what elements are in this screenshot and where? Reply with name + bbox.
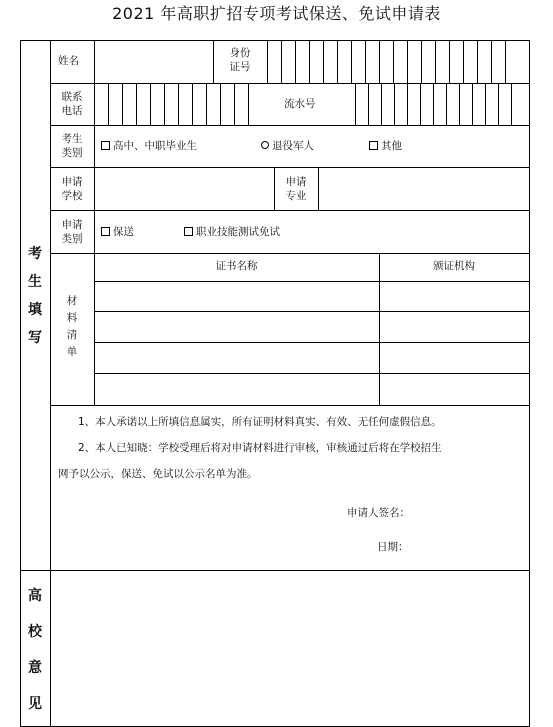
declaration-line-3: 网予以公示，保送、免试以公示名单为准。 [58,468,258,480]
declaration-line-1: 1、本人承诺以上所填信息属实，所有证明材料真实、有效、无任何虚假信息。 [78,416,442,428]
applicant-category-label: 考生 类别 [61,133,83,159]
checkbox-icon[interactable] [369,141,378,150]
checkbox-icon[interactable] [101,141,110,150]
application-form-table [20,40,530,727]
declaration-line-2: 2、本人已知晓：学校受理后将对申请材料进行审核，审核通过后将在学校招生 [78,442,442,454]
option-graduate[interactable]: 高中、中职毕业生 [101,140,197,153]
serial-number-label: 流水号 [284,98,316,110]
applied-major-label: 申请 专业 [285,176,307,202]
materials-list-label: 材 料 清 单 [66,295,78,358]
option-skills-test-exemption[interactable]: 职业技能测试免试 [184,226,280,239]
checkbox-icon[interactable] [101,227,110,236]
option-other[interactable]: 其他 [369,140,402,153]
option-recommendation[interactable]: 保送 [101,226,134,239]
signature-label: 申请人签名： [347,507,410,519]
phone-label: 联系 电话 [61,91,83,117]
option-veteran[interactable]: 退役军人 [261,140,314,153]
section-label-applicant: 考 生 填 写 [28,246,42,346]
name-label: 姓名 [58,55,79,67]
applied-school-label: 申请 学校 [61,176,83,202]
date-label: 日期： [377,541,409,553]
id-number-label: 身份 证号 [229,47,251,73]
section-label-school-opinion: 高 校 意 见 [28,588,42,712]
issuing-authority-header: 颁证机构 [433,260,475,272]
form-title: 2021 年高职扩招专项考试保送、免试申请表 [112,4,441,23]
declaration-text [58,409,524,487]
radio-selected-icon[interactable] [261,141,269,149]
certificate-name-header: 证书名称 [215,260,258,272]
application-type-label: 申请 类别 [61,219,83,245]
checkbox-icon[interactable] [184,227,193,236]
